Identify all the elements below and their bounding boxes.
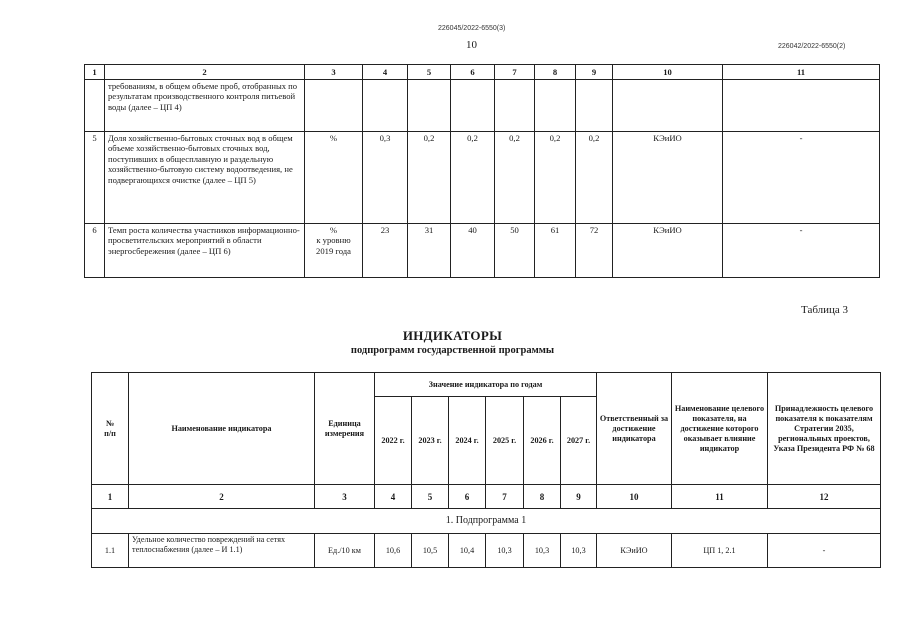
value-2026: [535, 80, 576, 132]
col-number: 5: [408, 65, 451, 80]
value-2024: 10,4: [449, 534, 486, 568]
value-2022: 0,3: [363, 132, 408, 224]
subprogram-title: 1. Подпрограмма 1: [92, 509, 881, 534]
col-number: 2: [105, 65, 305, 80]
value-2023: [408, 80, 451, 132]
col-number: 2: [129, 485, 315, 509]
col-number: 8: [535, 65, 576, 80]
col-number: 12: [768, 485, 881, 509]
table-row: [85, 132, 880, 224]
col-number: 9: [561, 485, 597, 509]
row-number: 5: [85, 132, 105, 224]
responsible-cell: [613, 80, 723, 132]
table-row: [85, 80, 880, 132]
belonging-cell: -: [768, 534, 881, 568]
col-number: 11: [723, 65, 880, 80]
column-number-row: [85, 65, 880, 80]
value-2027: [576, 80, 613, 132]
header-row: [92, 373, 881, 397]
value-2024: 0,2: [451, 132, 495, 224]
value-2023: 0,2: [408, 132, 451, 224]
responsible-cell: КЭиИО: [613, 224, 723, 278]
col-number: 1: [85, 65, 105, 80]
value-2026: 61: [535, 224, 576, 278]
header-indicator-name: Наименование индикатора: [129, 373, 315, 485]
col-number: 1: [92, 485, 129, 509]
header-number: № п/п: [92, 373, 129, 485]
col-number: 6: [449, 485, 486, 509]
indicator-name: Доля хозяйственно-бытовых сточных вод в общем объеме хозяйственно-бытовых сточных вод, поступивших в общесплавную и раздельную хозяйственно-бытовую систему водоотведения, не подвергающихся очистке (далее – ЦП 5): [105, 132, 305, 224]
extra-cell: -: [723, 132, 880, 224]
col-number: 10: [613, 65, 723, 80]
header-target-indicator: Наименование целевого показателя, на достижение которого оказывает влияние индикатор: [672, 373, 768, 485]
header-year: 2027 г.: [561, 397, 597, 485]
col-number: 3: [315, 485, 375, 509]
table-row: [92, 534, 881, 568]
value-2024: [451, 80, 495, 132]
col-number: 8: [524, 485, 561, 509]
subprogram-row: [92, 509, 881, 534]
col-number: 9: [576, 65, 613, 80]
col-number: 4: [363, 65, 408, 80]
value-2027: 0,2: [576, 132, 613, 224]
extra-cell: -: [723, 224, 880, 278]
value-2027: 72: [576, 224, 613, 278]
value-2026: 0,2: [535, 132, 576, 224]
header-year: 2026 г.: [524, 397, 561, 485]
col-number: 11: [672, 485, 768, 509]
extra-cell: [723, 80, 880, 132]
doc-id-right: 226042/2022-6550(2): [778, 43, 846, 50]
value-2025: [495, 80, 535, 132]
value-2022: 10,6: [375, 534, 412, 568]
value-2025: 10,3: [486, 534, 524, 568]
header-year: 2025 г.: [486, 397, 524, 485]
row-number: 6: [85, 224, 105, 278]
indicator-name: Темп роста количества участников информационно-просветительских мероприятий в области энергосбережения (далее – ЦП 6): [105, 224, 305, 278]
header-responsible: Ответственный за достижение индикатора: [597, 373, 672, 485]
header-year: 2022 г.: [375, 397, 412, 485]
unit-cell: [305, 80, 363, 132]
col-number: 5: [412, 485, 449, 509]
target-indicator-cell: ЦП 1, 2.1: [672, 534, 768, 568]
col-number: 10: [597, 485, 672, 509]
indicators-table-continued: [84, 64, 880, 278]
row-number: 1.1: [92, 534, 129, 568]
col-number: 3: [305, 65, 363, 80]
value-2027: 10,3: [561, 534, 597, 568]
value-2022: [363, 80, 408, 132]
value-2025: 50: [495, 224, 535, 278]
header-year: 2024 г.: [449, 397, 486, 485]
unit-cell: % к уровню 2019 года: [305, 224, 363, 278]
value-2022: 23: [363, 224, 408, 278]
indicator-name: Удельное количество повреждений на сетях теплоснабжения (далее – И 1.1): [129, 534, 315, 568]
value-2023: 10,5: [412, 534, 449, 568]
table-label: Таблица 3: [801, 304, 849, 316]
header-year: 2023 г.: [412, 397, 449, 485]
subprogram-indicators-table: [91, 372, 881, 568]
unit-cell: Ед./10 км: [315, 534, 375, 568]
section-title: ИНДИКАТОРЫ: [402, 328, 503, 343]
indicator-name: требованиям, в общем объеме проб, отобранных по результатам производственного контроля питьевой воды (далее – ЦП 4): [105, 80, 305, 132]
col-number: 6: [451, 65, 495, 80]
column-number-row: [92, 485, 881, 509]
table-row: [85, 224, 880, 278]
header-belonging: Принадлежность целевого показателя к показателям Стратегии 2035, региональных проектов, Указа Президента РФ № 68: [768, 373, 881, 485]
section-subtitle: подпрограмм государственной программы: [350, 345, 555, 356]
value-2025: 0,2: [495, 132, 535, 224]
col-number: 4: [375, 485, 412, 509]
col-number: 7: [495, 65, 535, 80]
header-values-by-year: Значение индикатора по годам: [375, 373, 597, 397]
col-number: 7: [486, 485, 524, 509]
row-number: [85, 80, 105, 132]
responsible-cell: КЭиИО: [597, 534, 672, 568]
value-2024: 40: [451, 224, 495, 278]
page-number: 10: [466, 39, 477, 51]
unit-cell: %: [305, 132, 363, 224]
header-unit: Единица измерения: [315, 373, 375, 485]
value-2023: 31: [408, 224, 451, 278]
responsible-cell: КЭиИО: [613, 132, 723, 224]
doc-id-top: 226045/2022-6550(3): [438, 25, 506, 32]
value-2026: 10,3: [524, 534, 561, 568]
